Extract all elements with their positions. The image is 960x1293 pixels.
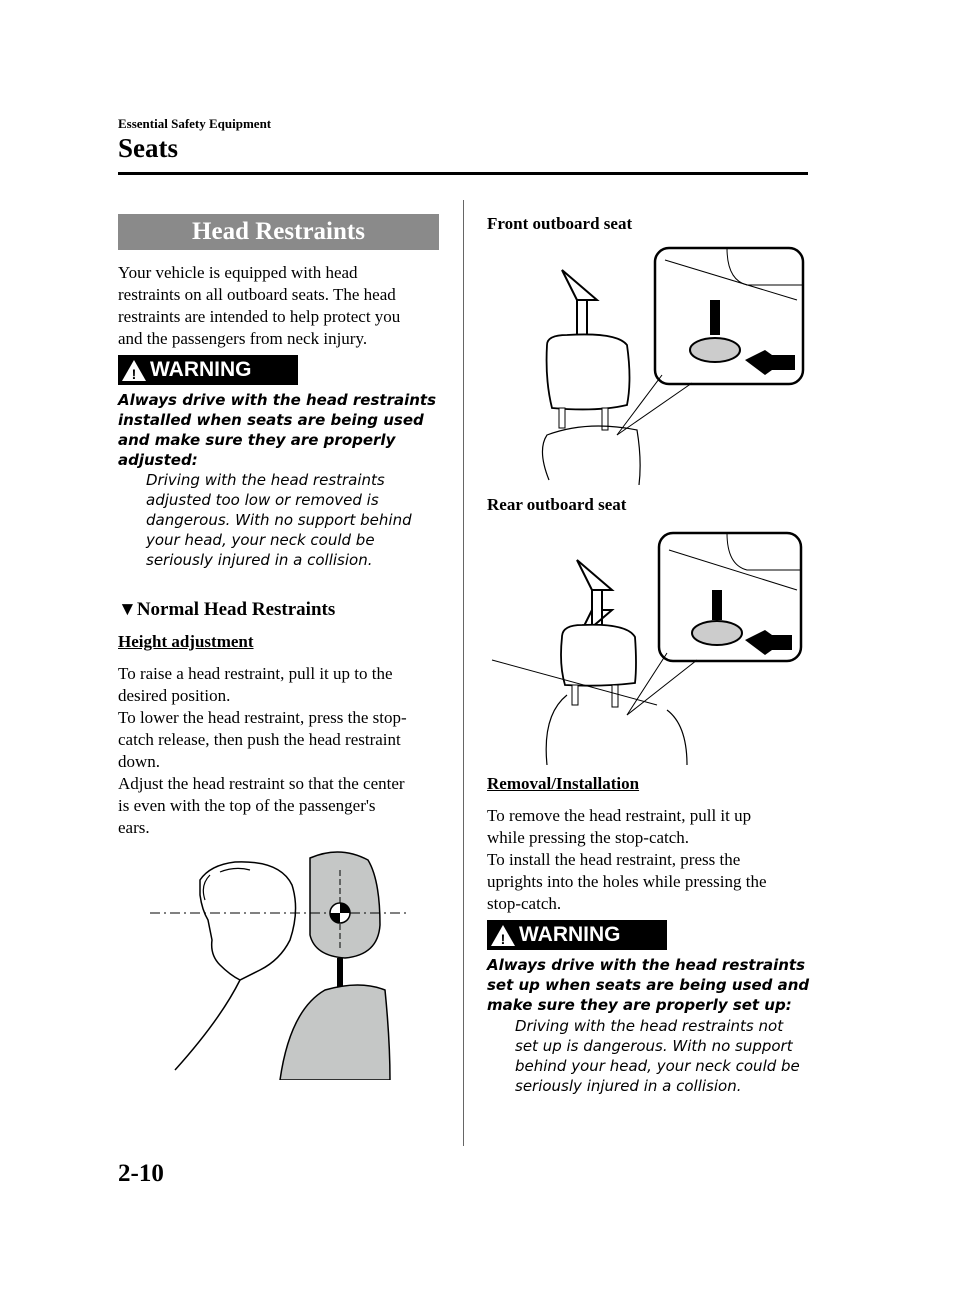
triangle-marker-icon: ▼ bbox=[118, 599, 137, 620]
text-line: dangerous. With no support behind bbox=[146, 511, 412, 529]
svg-text:!: ! bbox=[500, 931, 506, 947]
text-line: catch release, then push the head restraint bbox=[118, 730, 401, 749]
warning-label bbox=[118, 355, 298, 385]
removal-installation-heading: Removal/Installation bbox=[487, 774, 640, 793]
section-label: Essential Safety Equipment bbox=[118, 116, 272, 131]
text-line: To install the head restraint, press the bbox=[487, 850, 741, 869]
text-line: restraints on all outboard seats. The head bbox=[118, 285, 396, 304]
warning-body bbox=[515, 1016, 825, 1096]
text-line: adjusted: bbox=[118, 451, 198, 469]
page-number: 2-10 bbox=[118, 1160, 164, 1187]
text-line: and the passengers from neck injury. bbox=[118, 329, 368, 348]
subsection-title: Normal Head Restraints bbox=[136, 599, 336, 620]
text-line: installed when seats are being used bbox=[118, 411, 424, 429]
text-line: Always drive with the head restraints bbox=[118, 391, 437, 409]
text-line: Your vehicle is equipped with head bbox=[118, 263, 358, 282]
warning-triangle-icon bbox=[487, 920, 519, 950]
text-line: down. bbox=[118, 752, 161, 771]
head-position-illustration bbox=[140, 840, 420, 1080]
text-line: seriously injured in a collision. bbox=[515, 1077, 742, 1095]
text-line: To raise a head restraint, pull it up to the bbox=[118, 664, 393, 683]
text-line: and make sure they are properly bbox=[118, 431, 396, 449]
height-adjustment-heading: Height adjustment bbox=[118, 632, 254, 651]
text-line: Driving with the head restraints bbox=[146, 471, 385, 489]
text-line: set up when seats are being used and bbox=[487, 976, 810, 994]
rear-seat-caption: Rear outboard seat bbox=[487, 495, 627, 514]
removal-installation-text bbox=[487, 805, 817, 915]
height-adjustment-text bbox=[118, 663, 458, 839]
text-line: Always drive with the head restraints bbox=[487, 956, 806, 974]
warning-label-text: WARNING bbox=[150, 358, 252, 381]
text-line: adjusted too low or removed is bbox=[146, 491, 379, 509]
intro-paragraph bbox=[118, 262, 448, 350]
text-line: To lower the head restraint, press the stop- bbox=[118, 708, 407, 727]
front-seat-illustration bbox=[487, 240, 807, 485]
text-line: restraints are intended to help protect you bbox=[118, 307, 401, 326]
text-line: make sure they are properly set up: bbox=[487, 996, 792, 1014]
front-seat-caption: Front outboard seat bbox=[487, 214, 633, 233]
warning-lead bbox=[487, 955, 817, 1015]
text-line: stop-catch. bbox=[487, 894, 562, 913]
warning-body bbox=[146, 470, 456, 570]
warning-triangle-icon bbox=[118, 355, 150, 385]
text-line: seriously injured in a collision. bbox=[146, 551, 373, 569]
text-line: desired position. bbox=[118, 686, 231, 705]
text-line: behind your head, your neck could be bbox=[515, 1057, 800, 1075]
text-line: set up is dangerous. With no support bbox=[515, 1037, 793, 1055]
section-banner: Head Restraints bbox=[118, 214, 439, 250]
subsection-heading bbox=[118, 599, 335, 621]
column-divider bbox=[463, 200, 464, 1146]
title-rule bbox=[118, 172, 808, 175]
warning-label-text: WARNING bbox=[519, 923, 621, 946]
text-line: To remove the head restraint, pull it up bbox=[487, 806, 752, 825]
page-title: Seats bbox=[118, 133, 178, 163]
warning-label bbox=[487, 920, 667, 950]
text-line: Adjust the head restraint so that the center bbox=[118, 774, 405, 793]
text-line: is even with the top of the passenger's bbox=[118, 796, 376, 815]
text-line: ears. bbox=[118, 818, 150, 837]
text-line: Driving with the head restraints not bbox=[515, 1017, 784, 1035]
svg-text:!: ! bbox=[131, 366, 137, 382]
text-line: while pressing the stop-catch. bbox=[487, 828, 690, 847]
rear-seat-illustration bbox=[487, 525, 807, 765]
text-line: your head, your neck could be bbox=[146, 531, 375, 549]
warning-lead bbox=[118, 390, 448, 470]
text-line: uprights into the holes while pressing the bbox=[487, 872, 767, 891]
